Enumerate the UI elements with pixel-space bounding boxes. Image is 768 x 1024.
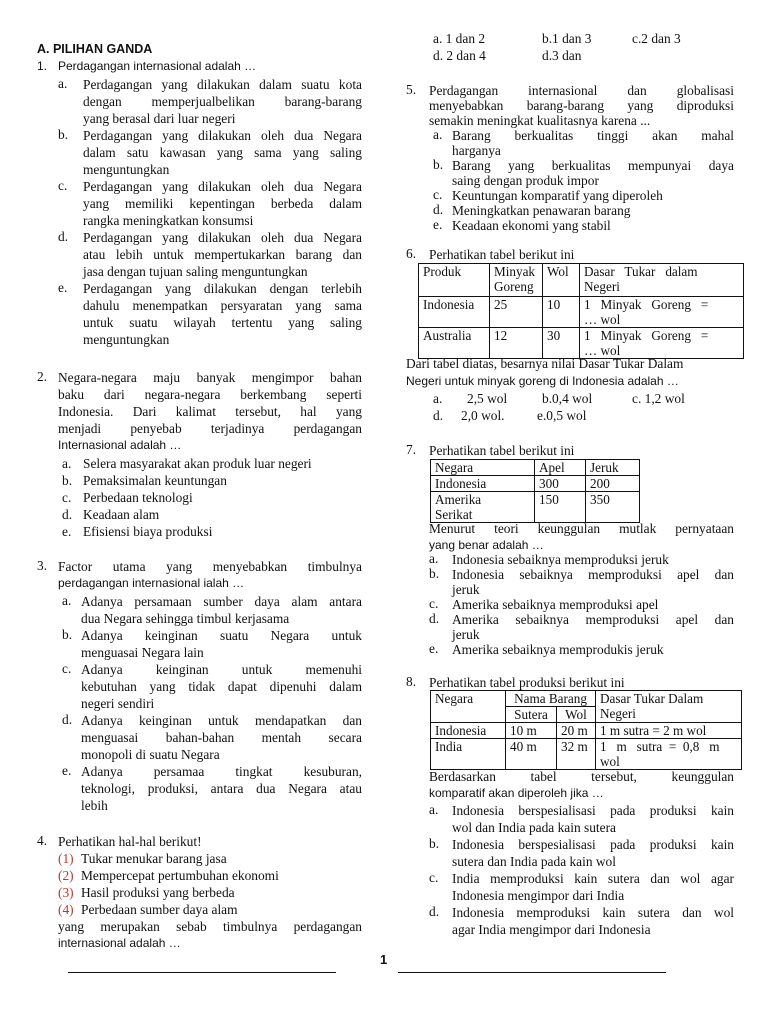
option-line: agar India mengimpor dari Indonesia: [452, 922, 651, 937]
option-line: Adanya keinginan untuk mendapatkan dan: [81, 713, 362, 728]
table-header-cell: Wol: [557, 707, 596, 723]
cell-text: 1 Minyak Goreng =: [584, 297, 709, 312]
option-key: a.: [62, 593, 72, 608]
option-line: Perdagangan yang dilakukan oleh dua Negara: [83, 128, 362, 143]
table-header-row: [431, 691, 742, 707]
option-line: Perdagangan yang dilakukan oleh dua Negara: [83, 230, 362, 245]
table-header-cell: [490, 264, 543, 297]
option-d: Meningkatkan penawaran barang: [452, 203, 631, 218]
table-header-cell: [543, 264, 580, 297]
question-number: 8.: [406, 674, 417, 689]
cell-text: 1 m sutra = 0,8 m: [600, 739, 720, 754]
table-cell: 40 m: [506, 739, 557, 770]
table-cell: 300: [535, 476, 586, 492]
option-a: 2,5 wol: [467, 391, 508, 406]
question-number: 6.: [406, 246, 417, 261]
stem-line: Perdagangan internasional dan globalisasi: [429, 83, 734, 98]
option-key: b.: [62, 627, 73, 642]
table-header-cell: Negara: [431, 691, 506, 723]
option-key: a.: [433, 127, 443, 142]
statement-4: Perbedaan sumber daya alam: [81, 902, 238, 917]
option-key: d.: [433, 202, 444, 217]
table-cell: [580, 297, 744, 328]
option-line: Barang yang berkualitas mempunyai daya: [452, 158, 734, 173]
table-cell: 10 m: [506, 723, 557, 739]
cell-text: … wol: [584, 343, 621, 358]
option-line: menguntungkan: [83, 332, 170, 347]
header-text: Wol: [547, 264, 569, 279]
option-key: d.: [62, 712, 73, 727]
option-line: Barang berkualitas tinggi akan mahal: [452, 128, 734, 143]
option-a: Indonesia sebaiknya memproduksi jeruk: [452, 552, 669, 567]
option-line: Indonesia berspesialisasi pada produksi kain: [452, 803, 734, 818]
option-line: Indonesia mengimpor dari India: [452, 888, 625, 903]
table-cell: 1 m sutra = 2 m wol: [596, 723, 742, 739]
option-key: d.: [429, 611, 440, 626]
option-line: Indonesia berspesialisasi pada produksi kain: [452, 837, 734, 852]
statement-1: Tukar menukar barang jasa: [81, 851, 227, 866]
table-cell: [596, 739, 742, 770]
option-c: c.2 dan 3: [632, 31, 681, 46]
question-number: 4.: [37, 833, 48, 848]
table-row: [419, 328, 744, 359]
option-key: a.: [58, 76, 68, 91]
option-line: atau lebih untuk mempertukarkan barang dan: [83, 247, 362, 262]
table-cell: 200: [586, 476, 640, 492]
option-e: Keadaan ekonomi yang stabil: [452, 218, 611, 233]
table-header-cell: Negara: [431, 460, 535, 476]
table-cell: [580, 328, 744, 359]
cell-text: … wol: [584, 312, 621, 327]
option-line: India memproduksi kain sutera dan wol agar: [452, 871, 734, 886]
question-number: 1.: [37, 59, 48, 73]
option-line: sutera dan India pada kain wol: [452, 854, 616, 869]
option-line: Indonesia memproduksi kain sutera dan wol: [452, 905, 734, 920]
question-text: Negeri untuk minyak goreng di Indonesia adalah …: [406, 374, 679, 388]
option-line: menguntungkan: [83, 162, 170, 177]
option-key: b.: [433, 157, 444, 172]
stem-line: semakin meningkat kualitasnya karena ...: [429, 113, 651, 128]
table-cell: 30: [543, 328, 580, 359]
option-line: Amerika sebaiknya memproduksi apel dan: [452, 612, 734, 627]
option-line: dalam satu kawasan yang sama yang saling: [83, 145, 362, 160]
option-d: Keadaan alam: [83, 507, 160, 522]
header-text: Dasar Tukar dalam: [584, 264, 698, 279]
option-key: e.: [62, 763, 72, 778]
page-number: 1: [380, 952, 388, 967]
production-table: [430, 690, 742, 770]
stem-line: perdagangan internasional ialah …: [58, 576, 245, 590]
stem-line: internasional adalah …: [58, 936, 181, 950]
header-text: Produk: [423, 264, 462, 279]
option-line: dengan memperjualbelikan barang-barang: [83, 94, 362, 109]
question-number: 7.: [406, 442, 417, 457]
table-cell: India: [431, 739, 506, 770]
option-line: Adanya keinginan suatu Negara untuk: [81, 628, 362, 643]
option-line: Adanya persamaa tingkat kesuburan,: [81, 764, 362, 779]
option-b: Pemaksimalan keuntungan: [83, 473, 227, 488]
question-stem: Perhatikan hal-hal berikut!: [58, 834, 202, 849]
option-c: c. 1,2 wol: [632, 391, 685, 406]
option-key: a.: [429, 551, 439, 566]
option-key: c.: [429, 596, 439, 611]
header-text: Dasar Tukar Dalam: [600, 691, 704, 706]
question-number: 3.: [37, 558, 48, 573]
option-key: d.: [62, 507, 73, 522]
table-row: [431, 739, 742, 770]
option-line: yang berasal dari luar negeri: [83, 111, 236, 126]
table-row: [431, 492, 640, 523]
option-line: harganya: [452, 143, 501, 158]
option-e: e.0,5 wol: [537, 408, 587, 423]
stem-line: Menurut teori keunggulan mutlak pernyataan: [429, 521, 734, 536]
stem-line: Negara-negara maju banyak mengimpor bahan: [58, 370, 362, 385]
option-line: monopoli di suatu Negara: [81, 747, 220, 762]
table-header-cell: [419, 264, 490, 297]
question-number: 5.: [406, 82, 417, 97]
footer-rule-right: [398, 972, 666, 973]
option-e: Efisiensi biaya produksi: [83, 524, 213, 539]
table-cell: Australia: [419, 328, 490, 359]
table-header-cell: [580, 264, 744, 297]
header-text: Negeri: [600, 706, 636, 721]
option-line: Adanya keinginan untuk memenuhi: [81, 662, 362, 677]
option-key: d.: [429, 904, 440, 919]
footer-rule-left: [68, 972, 336, 973]
statement-3: Hasil produksi yang berbeda: [81, 885, 235, 900]
table-header-cell: Jeruk: [586, 460, 640, 476]
cell-text: Serikat: [435, 507, 473, 522]
option-b: b.0,4 wol: [542, 391, 593, 406]
option-key: e.: [433, 217, 443, 232]
cell-text: Amerika: [435, 492, 482, 507]
option-line: lebih: [81, 798, 108, 813]
option-key: e.: [62, 524, 72, 539]
option-key: d.: [58, 229, 69, 244]
option-key: b.: [429, 566, 440, 581]
option-line: untuk suatu wilayah tertentu yang saling: [83, 315, 362, 330]
table-cell: 10: [543, 297, 580, 328]
table-row: [431, 723, 742, 739]
option-c: Perbedaan teknologi: [83, 490, 193, 505]
option-line: dua Negara sehingga timbul kerjasama: [81, 611, 290, 626]
stem-line: Internasional adalah …: [58, 438, 182, 452]
option-line: teknologi, produksi, antara dua Negara atau: [81, 781, 362, 796]
statement-key: (4): [58, 902, 74, 917]
option-e: d.3 dan: [542, 48, 582, 63]
table-cell: 20 m: [557, 723, 596, 739]
cell-text: 1 Minyak Goreng =: [584, 328, 709, 343]
option-line: Perdagangan yang dilakukan dengan terlebih: [83, 281, 362, 296]
table-header-cell: [596, 691, 742, 723]
stem-line: menjadi penyebab terjadinya perdagangan: [58, 421, 362, 436]
question-text: Dari tabel diatas, besarnya nilai Dasar Tukar Dalam: [406, 356, 684, 371]
table-header-cell: Nama Barang: [506, 691, 596, 707]
header-text: Goreng: [494, 279, 534, 294]
table-cell: Indonesia: [431, 476, 535, 492]
option-key: e.: [429, 641, 439, 656]
option-key: c.: [429, 870, 439, 885]
option-line: Perdagangan yang dilakukan oleh dua Negara: [83, 179, 362, 194]
option-key: e.: [58, 280, 68, 295]
option-line: Indonesia sebaiknya memproduksi apel dan: [452, 567, 734, 582]
option-line: rangka meningkatkan konsumsi: [83, 213, 254, 228]
option-key: b.: [58, 127, 69, 142]
option-key: c.: [58, 178, 68, 193]
header-text: Negeri: [584, 279, 620, 294]
table-cell: 150: [535, 492, 586, 523]
stem-line: yang benar adalah …: [429, 538, 544, 552]
option-key: c.: [62, 661, 72, 676]
table-header-cell: Apel: [535, 460, 586, 476]
option-c: Amerika sebaiknya memproduksi apel: [452, 597, 659, 612]
stem-line: komparatif akan diperoleh jika …: [429, 786, 604, 800]
table-row: [431, 476, 640, 492]
question-stem: Perhatikan tabel berikut ini: [429, 247, 575, 262]
fruit-table: [430, 459, 640, 523]
option-line: menguasai bahan-bahan mentah secara: [81, 730, 362, 745]
option-key: c.: [433, 187, 443, 202]
statement-key: (3): [58, 885, 74, 900]
stem-line: Berdasarkan tabel tersebut, keunggulan: [429, 769, 734, 784]
table-cell: Indonesia: [419, 297, 490, 328]
option-line: saing dengan produk impor: [452, 173, 599, 188]
option-a: a. 1 dan 2: [433, 31, 486, 46]
option-line: dahulu menempatkan persyaratan yang sama: [83, 298, 362, 313]
option-key: b.: [62, 473, 73, 488]
option-line: jasa dengan tujuan saling menguntungkan: [83, 264, 308, 279]
option-e: Amerika sebaiknya memprodukis jeruk: [452, 642, 664, 657]
table-header-row: [431, 460, 640, 476]
option-line: Perdagangan yang dilakukan dalam suatu kota: [83, 77, 362, 92]
cell-text: wol: [600, 754, 620, 769]
option-line: negeri sendiri: [81, 696, 155, 711]
statement-key: (1): [58, 851, 74, 866]
option-line: jeruk: [452, 582, 480, 597]
question-stem: Perhatikan tabel produksi berikut ini: [429, 675, 625, 690]
stem-line: Indonesia. Dari kalimat tersebut, hal yang: [58, 404, 362, 419]
stem-line: menyebabkan barang-barang yang diproduksi: [429, 98, 734, 113]
table-cell: 350: [586, 492, 640, 523]
table-cell: 12: [490, 328, 543, 359]
question-number: 2.: [37, 369, 48, 384]
option-key: d.: [433, 408, 444, 423]
stem-line: yang merupakan sebab timbulnya perdagangan: [58, 919, 362, 934]
question-stem: Perhatikan tabel berikut ini: [429, 443, 575, 458]
table-header-cell: Sutera: [506, 707, 557, 723]
option-line: jeruk: [452, 627, 480, 642]
option-key: c.: [62, 490, 72, 505]
option-key: a.: [62, 456, 72, 471]
option-c: Keuntungan komparatif yang diperoleh: [452, 188, 663, 203]
section-heading: A. PILIHAN GANDA: [37, 42, 153, 56]
option-line: menguasai Negara lain: [81, 645, 204, 660]
option-line: kebutuhan yang tidak dapat dipenuhi dalam: [81, 679, 362, 694]
table-cell: 32 m: [557, 739, 596, 770]
option-key: b.: [429, 836, 440, 851]
stem-line: Factor utama yang menyebabkan timbulnya: [58, 559, 362, 574]
table-cell: [431, 492, 535, 523]
option-a: Selera masyarakat akan produk luar negeri: [83, 456, 312, 471]
option-d: d. 2 dan 4: [433, 48, 486, 63]
table-header-row: [419, 264, 744, 297]
option-line: Adanya persamaan sumber daya alam antara: [81, 594, 362, 609]
option-line: yang memiliki kepentingan berbeda dalam: [83, 196, 362, 211]
question-stem: Perdagangan internasional adalah …: [58, 59, 257, 73]
option-d: 2,0 wol.: [461, 408, 505, 423]
statement-2: Mempercepat pertumbuhan ekonomi: [81, 868, 279, 883]
statement-key: (2): [58, 868, 74, 883]
table-row: [419, 297, 744, 328]
option-key: a.: [433, 391, 443, 406]
option-key: a.: [429, 802, 439, 817]
header-text: Minyak: [494, 264, 536, 279]
table-cell: Indonesia: [431, 723, 506, 739]
option-b: b.1 dan 3: [542, 31, 592, 46]
stem-line: baku dari negara-negara berkembang seperti: [58, 387, 362, 402]
table-cell: 25: [490, 297, 543, 328]
trade-table: [418, 263, 744, 359]
option-line: wol dan India pada kain sutera: [452, 820, 616, 835]
